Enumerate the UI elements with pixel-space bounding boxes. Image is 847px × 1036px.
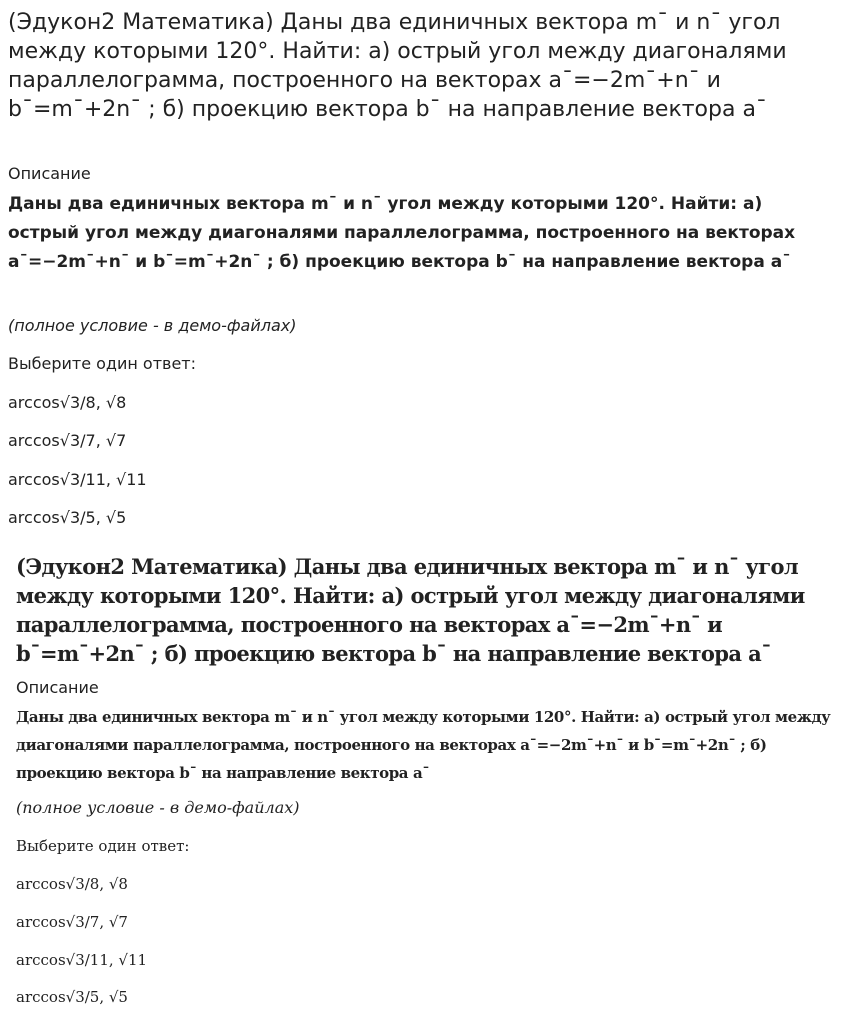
answer-option-3[interactable]: arccos√3/11, √11: [16, 951, 148, 969]
answer-prompt: Выберите один ответ:: [16, 837, 190, 855]
answer-option-1[interactable]: arccos√3/8, √8: [16, 875, 128, 893]
answer-option-3[interactable]: arccos√3/11, √11: [8, 470, 147, 489]
description-text: Даны два единичных вектора m¯ и n¯ угол между которыми 120°. Найти: а) острый угол между диагоналями параллелограмма, построенного на векторах a¯=−2m¯+n¯ и b¯=m¯+2n¯ ; б) проекцию вектора b¯ на направление вектора a¯: [16, 708, 831, 782]
answer-option-2[interactable]: arccos√3/7, √7: [8, 431, 127, 450]
description-label: Описание: [16, 678, 99, 697]
question-title: (Эдукон2 Математика) Даны два единичных вектора m¯ и n¯ угол между которыми 120°. Найти: а) острый угол между диагоналями параллелограмма, построенного на векторах a¯=−2m¯+n¯ и b¯=m¯+2n¯ ; б) проекцию вектора b¯ на направление вектора a¯: [8, 10, 787, 122]
answer-option-4[interactable]: arccos√3/5, √5: [8, 508, 127, 527]
description-text: Даны два единичных вектора m¯ и n¯ угол между которыми 120°. Найти: а) острый угол между диагоналями параллелограмма, построенного на векторах a¯=−2m¯+n¯ и b¯=m¯+2n¯ ; б) проекцию вектора b¯ на направление вектора a¯: [8, 194, 796, 272]
answer-option-1[interactable]: arccos√3/8, √8: [8, 393, 127, 412]
demo-files-note: (полное условие - в демо-файлах): [8, 316, 297, 335]
description-label: Описание: [8, 164, 91, 183]
answer-option-4[interactable]: arccos√3/5, √5: [16, 988, 128, 1006]
demo-files-note: (полное условие - в демо-файлах): [16, 798, 300, 817]
question-title: (Эдукон2 Математика) Даны два единичных вектора m¯ и n¯ угол между которыми 120°. Найти: а) острый угол между диагоналями параллелограмма, построенного на векторах a¯=−2m¯+n¯ и b¯=m¯+2n¯ ; б) проекцию вектора b¯ на направление вектора a¯: [16, 554, 805, 666]
answer-prompt: Выберите один ответ:: [8, 354, 197, 373]
answer-option-2[interactable]: arccos√3/7, √7: [16, 913, 128, 931]
